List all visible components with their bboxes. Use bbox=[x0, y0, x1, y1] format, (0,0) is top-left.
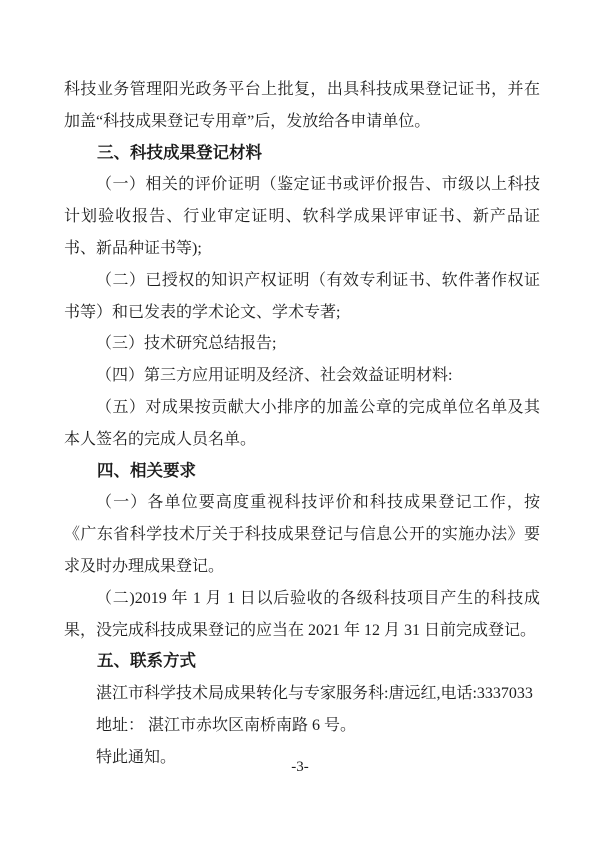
paragraph: （二）已授权的知识产权证明（有效专利证书、软件著作权证书等）和已发表的学术论文、学术专著; bbox=[64, 271, 540, 321]
paragraph: 特此通知。 bbox=[96, 748, 177, 766]
paragraph: （五）对成果按贡献大小排序的加盖公章的完成单位名单及其本人签名的完成人员名单。 bbox=[64, 398, 540, 448]
paragraph: （一）各单位要高度重视科技评价和科技成果登记工作，按《广东省科学技术厅关于科技成果登记与信息公开的实施办法》要求及时办理成果登记。 bbox=[64, 494, 540, 575]
paragraph: 湛江市科学技术局成果转化与专家服务科:唐远红,电话:3337033 bbox=[96, 685, 533, 703]
section-heading: 五、联系方式 bbox=[97, 652, 196, 671]
section-heading: 三、科技成果登记材料 bbox=[97, 143, 262, 162]
section-heading: 四、相关要求 bbox=[97, 461, 196, 480]
paragraph: 科技业务管理阳光政务平台上批复，出具科技成果登记证书，并在加盖“科技成果登记专用章”后，发放给各申请单位。 bbox=[64, 81, 540, 130]
paragraph: （三）技术研究总结报告; bbox=[96, 335, 277, 353]
paragraph: （四）第三方应用证明及经济、社会效益证明材料: bbox=[96, 367, 453, 385]
page-number: -3- bbox=[291, 759, 309, 775]
paragraph: （一）相关的评价证明（鉴定证书或评价报告、市级以上科技计划验收报告、行业审定证明、软科学成果评审证书、新产品证书、新品种证书等); bbox=[64, 176, 540, 257]
paragraph: （二)2019 年 1 月 1 日以后验收的各级科技项目产生的科技成果，没完成科技成果登记的应当在 2021 年 12 月 31 日前完成登记。 bbox=[64, 589, 540, 639]
paragraph: 地址： 湛江市赤坎区南桥南路 6 号。 bbox=[96, 716, 357, 734]
